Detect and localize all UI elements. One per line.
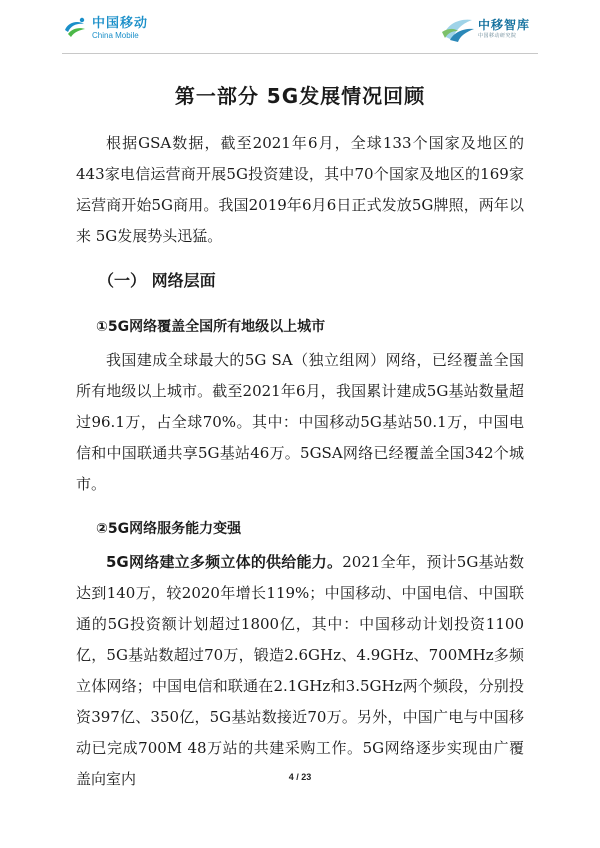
china-mobile-name-en: China Mobile (92, 30, 139, 40)
zhongyi-zhiku-logo (440, 14, 530, 44)
subsection-heading-capability: ②5G网络服务能力变强 (96, 521, 242, 537)
zhongyi-zhiku-subtitle: 中国移动研究院 (478, 33, 517, 39)
page-number: 4 / 23 (288, 772, 312, 782)
capability-paragraph (76, 547, 524, 795)
subsection-heading-coverage: ①5G网络覆盖全国所有地级以上城市 (96, 319, 326, 335)
capability-body: 2021全年，预计5G基站数达到140万，较2020年增长119%；中国移动、中国电信、中国联通的5G投资额计划超过1800亿，其中：中国移动计划投资1100亿，5G基站数超过70万，锻造2.6GHz、4.9GHz、700MHz多频立体网络；中国电信和联通在2.1GHz和3.5GHz两个频段，分别投资397亿、350亿，5G基站数接近70万。另外，中国广电与中国移动已完成700M 48万站的共建采购工作。5G网络逐步实现由广覆盖向室内 (76, 553, 524, 788)
header-divider (62, 53, 538, 54)
intro-paragraph: 根据GSA数据，截至2021年6月，全球133个国家及地区的443家电信运营商开展5G投资建设，其中70个国家及地区的169家运营商开始5G商用。我国2019年6月6日正式发放5G牌照，两年以来 5G发展势头迅猛。 (76, 134, 524, 245)
coverage-paragraph: 我国建成全球最大的5G SA（独立组网）网络，已经覆盖全国所有地级以上城市。截至2021年6月，我国累计建成5G基站数量超过96.1万，占全球70%。其中：中国移动5G基站50.1万，中国电信和中国联通共享5G基站46万。5GSA网络已经覆盖全国342个城市。 (76, 351, 524, 493)
page-title: 第一部分 5G发展情况回顾 (174, 84, 426, 108)
china-mobile-icon (62, 16, 88, 40)
zhongyi-zhiku-icon (440, 14, 476, 44)
china-mobile-logo (62, 16, 148, 40)
page-header (0, 0, 600, 60)
china-mobile-name: 中国移动 (92, 15, 149, 31)
section-heading-network: （一） 网络层面 (98, 271, 216, 290)
capability-lead-sentence: 5G网络建立多频立体的供给能力。 (106, 553, 343, 571)
zhongyi-zhiku-name: 中移智库 (478, 18, 531, 32)
